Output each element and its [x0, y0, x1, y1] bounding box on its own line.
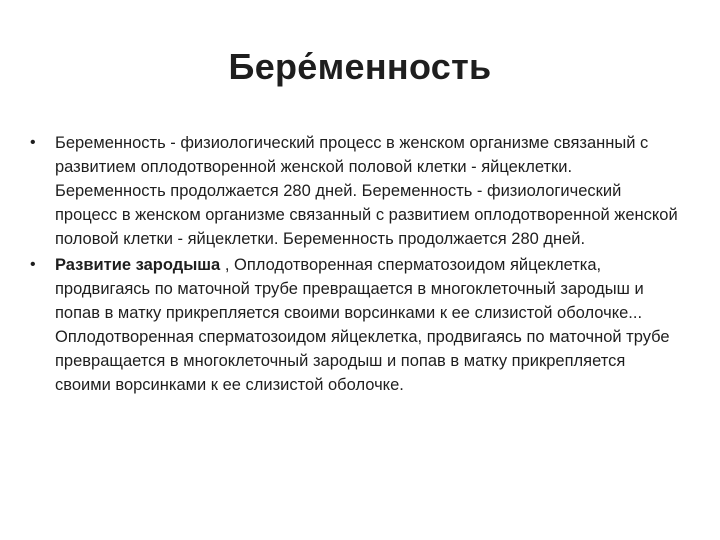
bullet-item-pregnancy — [30, 131, 680, 251]
bullet-text: Беременность - физиологический процесс в женском организме связанный с развитием оплодотворенной женской половой клетки - яйцеклетки. Беременность продолжается 280 дней. Беременность - физиологический процесс в женском организме связанный с развитием оплодотворенной женской половой клетки - яйцеклетки. Беременность продолжается 280 дней. — [55, 134, 678, 248]
bullet-marker: • — [30, 134, 36, 151]
bullet-text: , Оплодотворенная сперматозоидом яйцеклетка, продвигаясь по маточной трубе превращается в многоклеточный зародыш и попав в матку прикрепляется своими ворсинками к ее слизистой оболочке... Оплодотворенная сперматозоидом яйцеклетка, продвигаясь по маточной трубе превращается в многоклеточный зародыш и попав в матку прикрепляется своими ворсинками к ее слизистой оболочке. — [55, 256, 670, 394]
bullet-bold-lead: Развитие зародыша — [55, 256, 221, 274]
bullet-list — [30, 131, 680, 399]
bullet-marker: • — [30, 256, 36, 273]
slide-title: Бере́менность — [228, 46, 492, 87]
bullet-item-embryo-development — [30, 253, 680, 397]
